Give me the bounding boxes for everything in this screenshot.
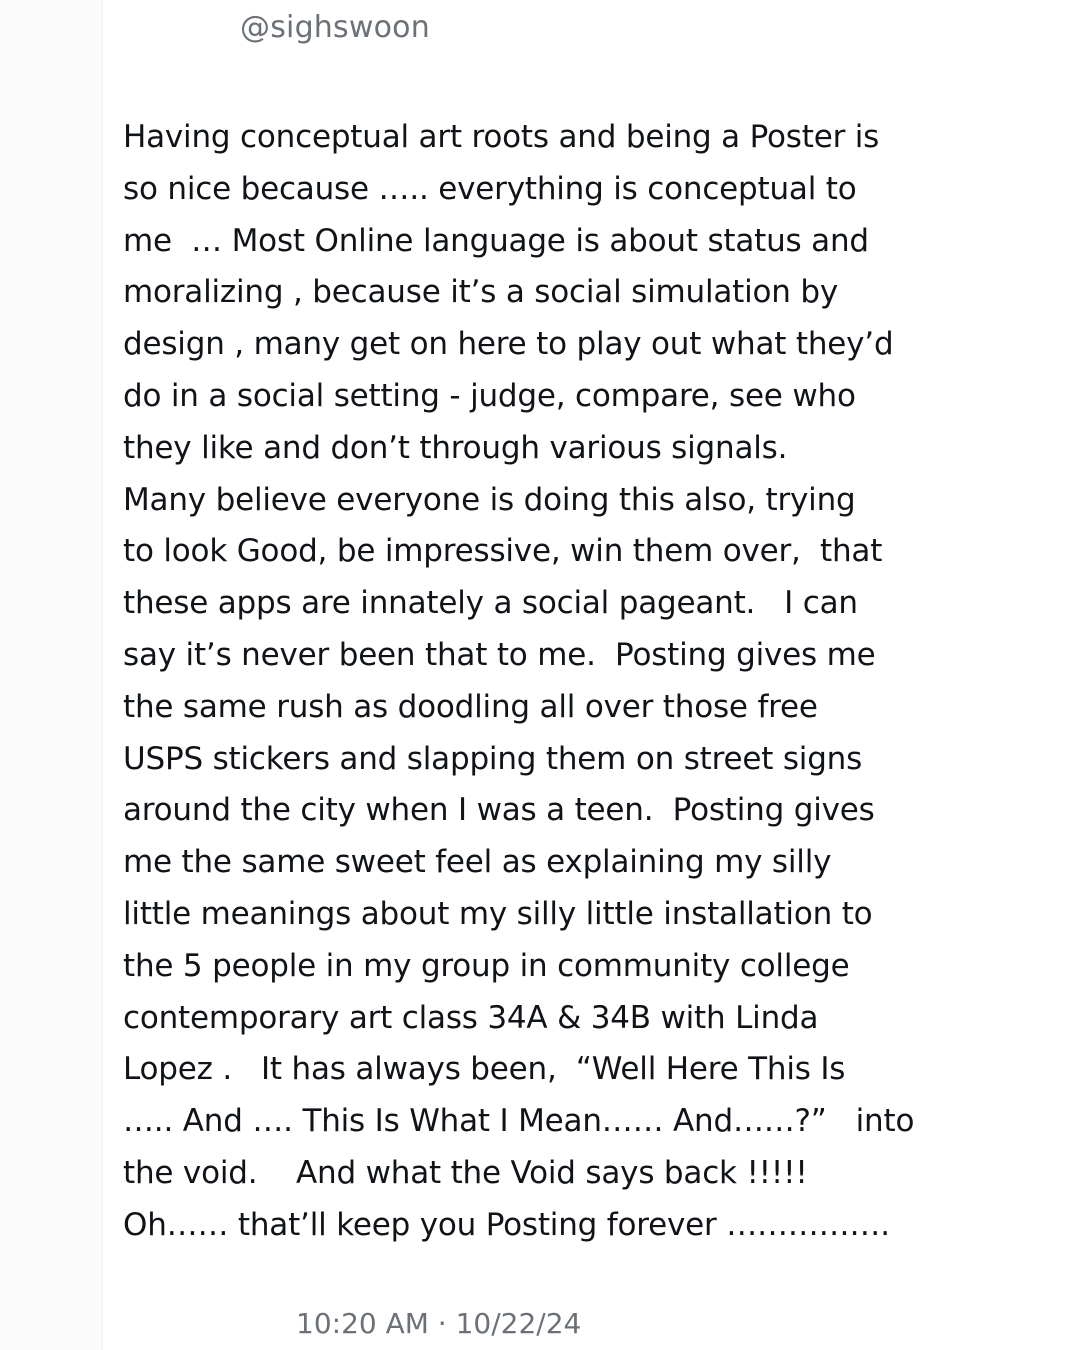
post-text-line: me the same sweet feel as explaining my silly	[123, 844, 832, 881]
post-text-line: little meanings about my silly little installation to	[123, 895, 873, 932]
post-text-line: to look Good, be impressive, win them over, that	[123, 533, 883, 570]
post-text-line: these apps are innately a social pageant. I can	[123, 585, 858, 622]
post-text-line: moralizing , because it’s a social simulation by	[123, 274, 839, 311]
post-text-line: the same rush as doodling all over those free	[123, 688, 818, 725]
post-text-line: USPS stickers and slapping them on street signs	[123, 740, 863, 777]
post-text-line: me … Most Online language is about status and	[123, 222, 869, 259]
post-text-line: around the city when I was a teen. Posting gives	[123, 792, 875, 829]
post-timestamp[interactable]: 10:20 AM · 10/22/24	[296, 1307, 582, 1340]
post-text-line: contemporary art class 34A & 34B with Linda	[123, 999, 819, 1036]
post-text-line: ….. And …. This Is What I Mean…… And……?” into	[123, 1103, 915, 1140]
post-text-line: do in a social setting - judge, compare, see who	[123, 377, 856, 414]
post-text-line: Oh…… that’ll keep you Posting forever …………….	[123, 1206, 890, 1243]
author-handle[interactable]: @sighswoon	[240, 10, 430, 45]
post-text-line: say it’s never been that to me. Posting gives me	[123, 636, 876, 673]
post-text-line: the 5 people in my group in community college	[123, 947, 850, 984]
post-text-line: design , many get on here to play out what they’d	[123, 326, 894, 363]
post-text	[123, 112, 1023, 1252]
post-text-line: Lopez . It has always been, “Well Here This Is	[123, 1051, 846, 1088]
post-text-line: Many believe everyone is doing this also, trying	[123, 481, 856, 518]
post-text-line: Having conceptual art roots and being a Poster is	[123, 119, 880, 155]
post-text-line: they like and don’t through various signals.	[123, 429, 788, 466]
post-text-line: so nice because ….. everything is conceptual to	[123, 170, 857, 207]
post-text-line: the void. And what the Void says back !!!!!	[123, 1154, 808, 1191]
